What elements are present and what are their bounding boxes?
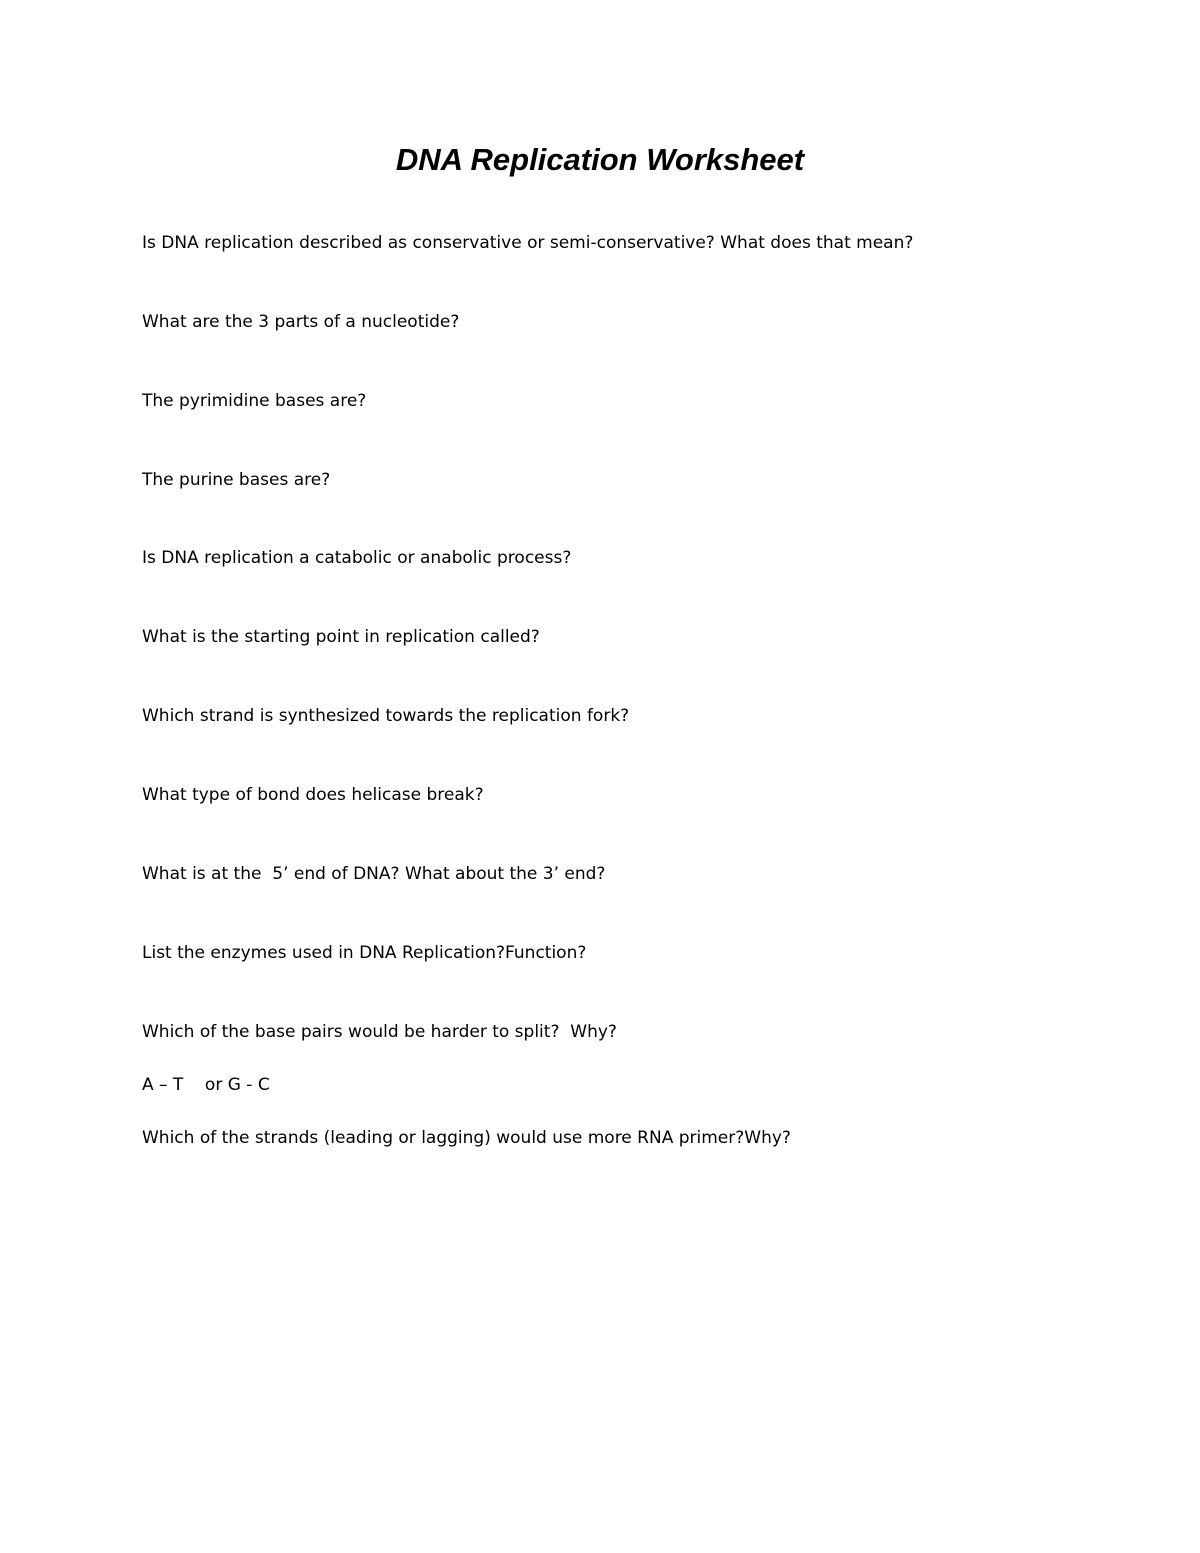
question-starting-point: What is the starting point in replication called? [142, 627, 540, 647]
question-enzymes: List the enzymes used in DNA Replication?Function? [142, 943, 587, 963]
question-purine-bases: The purine bases are? [142, 470, 331, 490]
question-base-pairs: Which of the base pairs would be harder to split? Why? [142, 1022, 617, 1042]
question-nucleotide-parts: What are the 3 parts of a nucleotide? [142, 312, 460, 332]
question-conservative: Is DNA replication described as conservative or semi-conservative? What does that mean? [142, 233, 914, 253]
question-rna-primer: Which of the strands (leading or lagging) would use more RNA primer?Why? [142, 1128, 791, 1148]
page-title: DNA Replication Worksheet [395, 142, 805, 177]
question-catabolic-anabolic: Is DNA replication a catabolic or anabolic process? [142, 548, 572, 568]
question-pyrimidine-bases: The pyrimidine bases are? [142, 391, 367, 411]
question-strand-toward-fork: Which strand is synthesized towards the replication fork? [142, 706, 630, 726]
base-pair-options: A – T or G - C [142, 1075, 270, 1095]
question-helicase-bond: What type of bond does helicase break? [142, 785, 484, 805]
question-dna-ends: What is at the 5’ end of DNA? What about the 3’ end? [142, 864, 606, 884]
